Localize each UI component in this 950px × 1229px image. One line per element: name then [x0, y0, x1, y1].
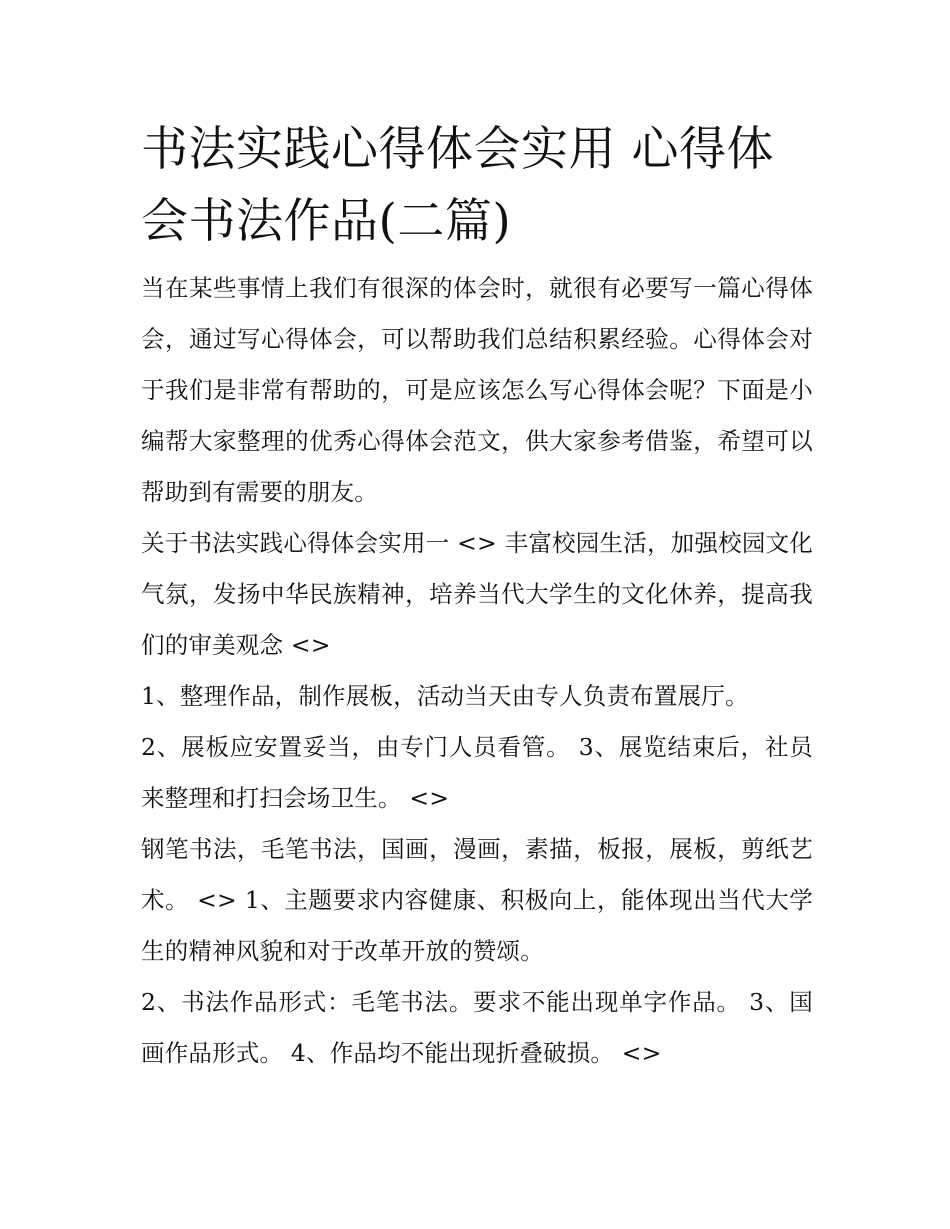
paragraph-categories: 钢笔书法，毛笔书法，国画，漫画，素描，板报，展板，剪纸艺术。 <> 1、主题要求内容健康、积极向上，能体现出当代大学生的精神风貌和对于改革开放的赞颂。: [141, 835, 813, 965]
document-title: 书法实践心得体会实用 心得体会书法作品(二篇): [141, 122, 774, 249]
document-body: [141, 114, 813, 1079]
paragraph-purpose: 关于书法实践心得体会实用一 <> 丰富校园生活，加强校园文化气氛，发扬中华民族精神，培养当代大学生的文化休养，提高我们的审美观念 <>: [141, 529, 813, 659]
paragraph-step-1: 1、整理作品，制作展板，活动当天由专人负责布置展厅。: [141, 682, 749, 710]
paragraph-requirements: 2、书法作品形式：毛笔书法。要求不能出现单字作品。 3、国画作品形式。 4、作品均不能出现折叠破损。 <>: [141, 988, 813, 1067]
paragraph-intro: 当在某些事情上我们有很深的体会时，就很有必要写一篇心得体会，通过写心得体会，可以帮助我们总结积累经验。心得体会对于我们是非常有帮助的，可是应该怎么写心得体会呢？下面是小编帮大家整理的优秀心得体会范文，供大家参考借鉴，希望可以帮助到有需要的朋友。: [141, 274, 813, 506]
paragraph-step-2-3: 2、展板应安置妥当，由专门人员看管。 3、展览结束后，社员来整理和打扫会场卫生。 <>: [141, 733, 813, 812]
